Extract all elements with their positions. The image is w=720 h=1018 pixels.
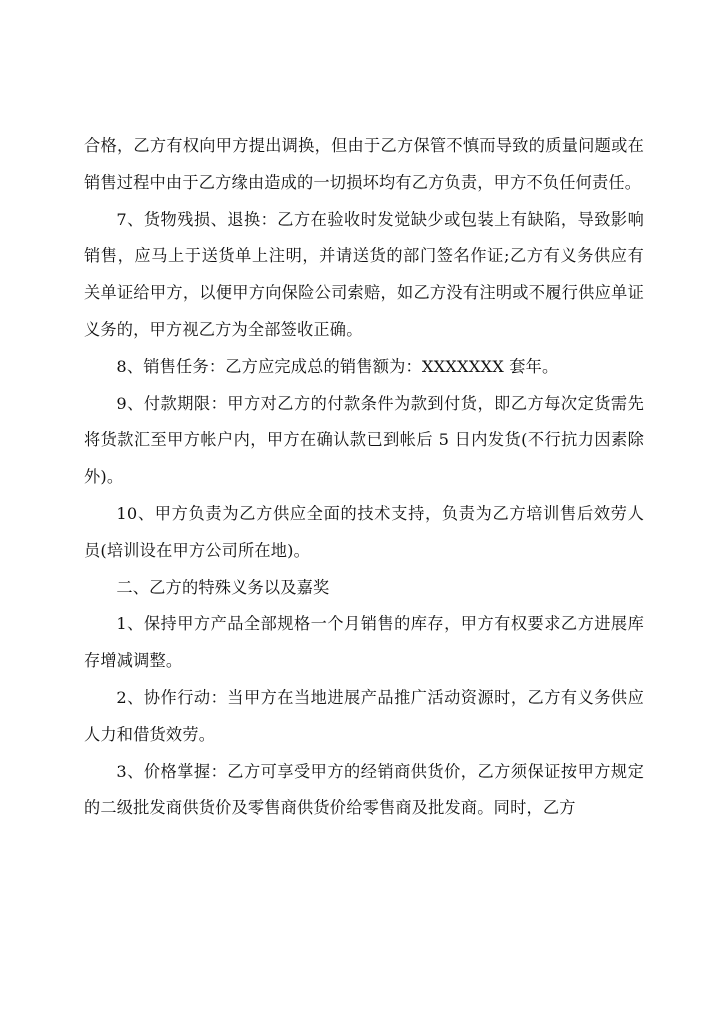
paragraph-item-9-payment-terms: 9、付款期限：甲方对乙方的付款条件为款到付货，即乙方每次定货需先将货款汇至甲方帐户内，甲方在确认款已到帐后 5 日内发货(不行抗力因素除外)。 — [84, 393, 644, 487]
paragraph-continuation: 合格，乙方有权向甲方提出调换，但由于乙方保管不慎而导致的质量问题或在销售过程中由于乙方缘由造成的一切损坏均有乙方负责，甲方不负任何责任。 — [84, 136, 644, 192]
paragraph-item-10-technical-support: 10、甲方负责为乙方供应全面的技术支持，负责为乙方培训售后效劳人员(培训设在甲方公司所在地)。 — [84, 503, 644, 560]
paragraph-item-8-sales-target: 8、销售任务：乙方应完成总的销售额为：XXXXXXX 套年。 — [116, 356, 559, 376]
paragraph-item-2-cooperation: 2、协作行动：当甲方在当地进展产品推广活动资源时，乙方有义务供应人力和借货效劳。 — [84, 687, 644, 744]
paragraph-item-1-inventory: 1、保持甲方产品全部规格一个月销售的库存，甲方有权要求乙方进展库存增减调整。 — [84, 614, 644, 671]
paragraph-item-7-goods-damage-return: 7、货物残损、退换：乙方在验收时发觉缺少或包装上有缺陷，导致影响销售，应马上于送货单上注明，并请送货的部门签名作证;乙方有义务供应有关单证给甲方，以便甲方向保险公司索赔，如乙方没有注明或不履行供应单证义务的，甲方视乙方为全部签收正确。 — [84, 209, 644, 339]
paragraph-item-3-price-control: 3、价格掌握：乙方可享受甲方的经销商供货价，乙方须保证按甲方规定的二级批发商供货价及零售商供货价给零售商及批发商。同时，乙方 — [84, 761, 644, 818]
section-heading-special-obligations: 二、乙方的特殊义务以及嘉奖 — [116, 577, 330, 597]
document-body — [84, 128, 644, 827]
